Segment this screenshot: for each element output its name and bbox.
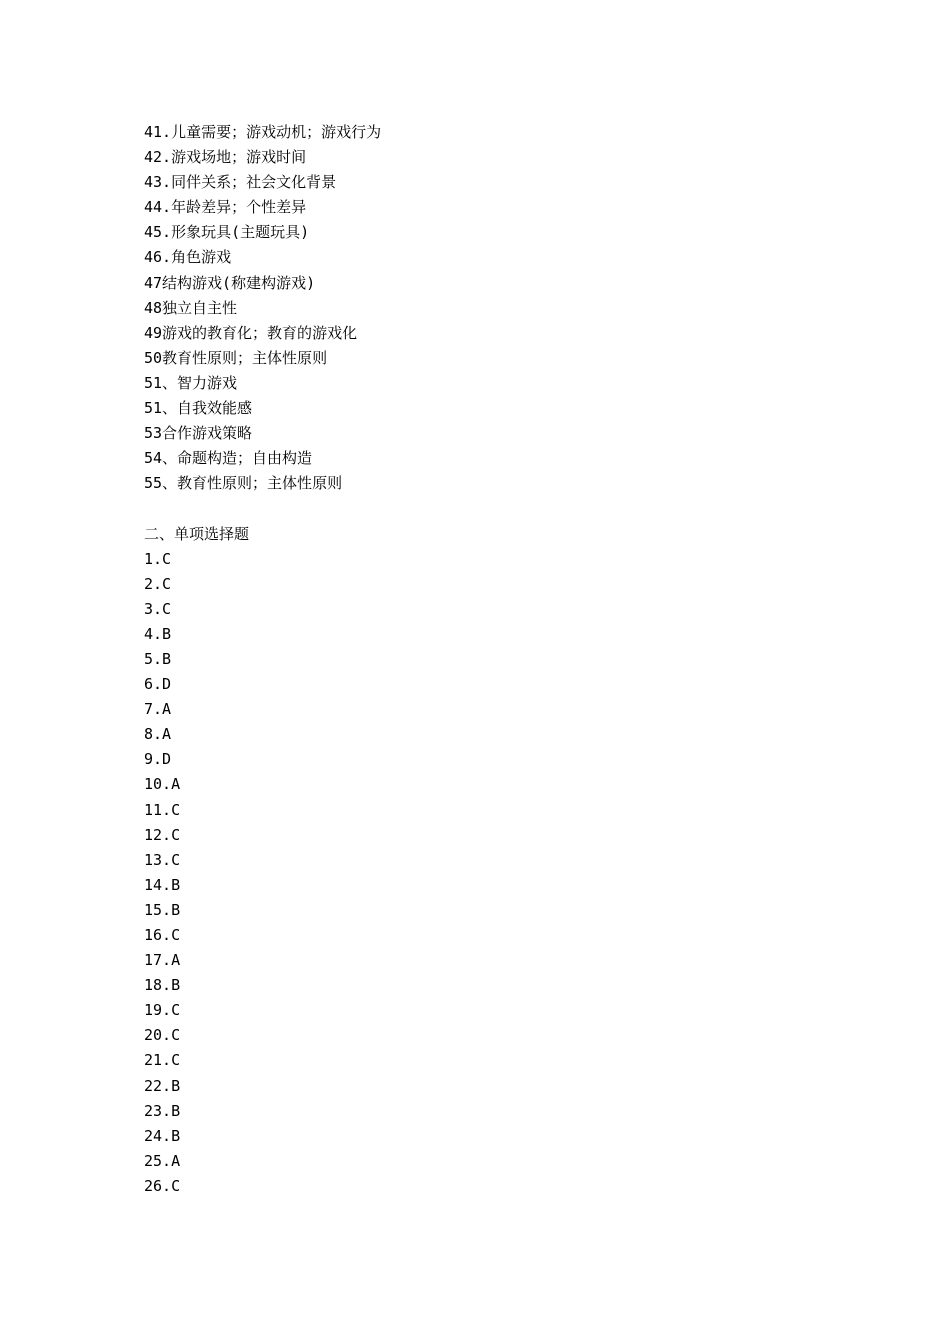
choice-answer: 17.A: [144, 951, 181, 970]
choice-answer: 15.B: [144, 900, 181, 919]
answer-line: 51、智力游戏: [144, 373, 238, 392]
answer-line: 51、自我效能感: [144, 399, 253, 418]
choice-answer: 20.C: [144, 1026, 181, 1045]
choice-answer: 19.C: [144, 1001, 181, 1020]
section-heading: 二、单项选择题: [144, 524, 250, 543]
answer-line: 53合作游戏策略: [144, 424, 253, 443]
choice-answer: 21.C: [144, 1051, 181, 1070]
choice-answer: 11.C: [144, 800, 181, 819]
choice-answer: 2.C: [144, 574, 172, 593]
choice-answer-list: [144, 547, 844, 1199]
fill-in-answer-list: [144, 120, 844, 496]
choice-answer: 23.B: [144, 1101, 181, 1120]
answer-line: 49游戏的教育化；教育的游戏化: [144, 323, 358, 342]
choice-answer: 18.B: [144, 976, 181, 995]
answer-line: 43.同伴关系；社会文化背景: [144, 173, 337, 192]
answer-line: 45.形象玩具(主题玩具): [144, 223, 310, 242]
answer-line: 55、教育性原则；主体性原则: [144, 474, 343, 493]
answer-line: 48独立自主性: [144, 298, 238, 317]
blank-line: [144, 496, 844, 521]
choice-answer: 12.C: [144, 825, 181, 844]
answer-line: 50教育性原则；主体性原则: [144, 348, 328, 367]
choice-answer: 9.D: [144, 750, 172, 769]
choice-answer: 13.C: [144, 850, 181, 869]
choice-answer: 6.D: [144, 675, 172, 694]
answer-line: 47结构游戏(称建构游戏): [144, 273, 316, 292]
answer-line: 44.年龄差异；个性差异: [144, 198, 307, 217]
choice-answer: 25.A: [144, 1151, 181, 1170]
choice-answer: 5.B: [144, 649, 172, 668]
answer-line: 41.儿童需要；游戏动机；游戏行为: [144, 123, 382, 141]
choice-answer: 8.A: [144, 725, 172, 744]
choice-answer: 1.C: [144, 549, 172, 568]
choice-answer: 26.C: [144, 1176, 181, 1195]
document-page: [144, 120, 844, 1199]
choice-answer: 16.C: [144, 926, 181, 944]
choice-answer: 7.A: [144, 700, 172, 719]
choice-answer: 22.B: [144, 1076, 181, 1095]
choice-answer: 14.B: [144, 875, 181, 894]
choice-answer: 24.B: [144, 1126, 181, 1145]
choice-answer: 3.C: [144, 599, 172, 618]
answer-line: 46.角色游戏: [144, 248, 232, 267]
answer-line: 42.游戏场地；游戏时间: [144, 148, 307, 167]
choice-answer: 4.B: [144, 624, 172, 643]
answer-line: 54、命题构造；自由构造: [144, 449, 313, 468]
choice-answer: 10.A: [144, 775, 181, 794]
